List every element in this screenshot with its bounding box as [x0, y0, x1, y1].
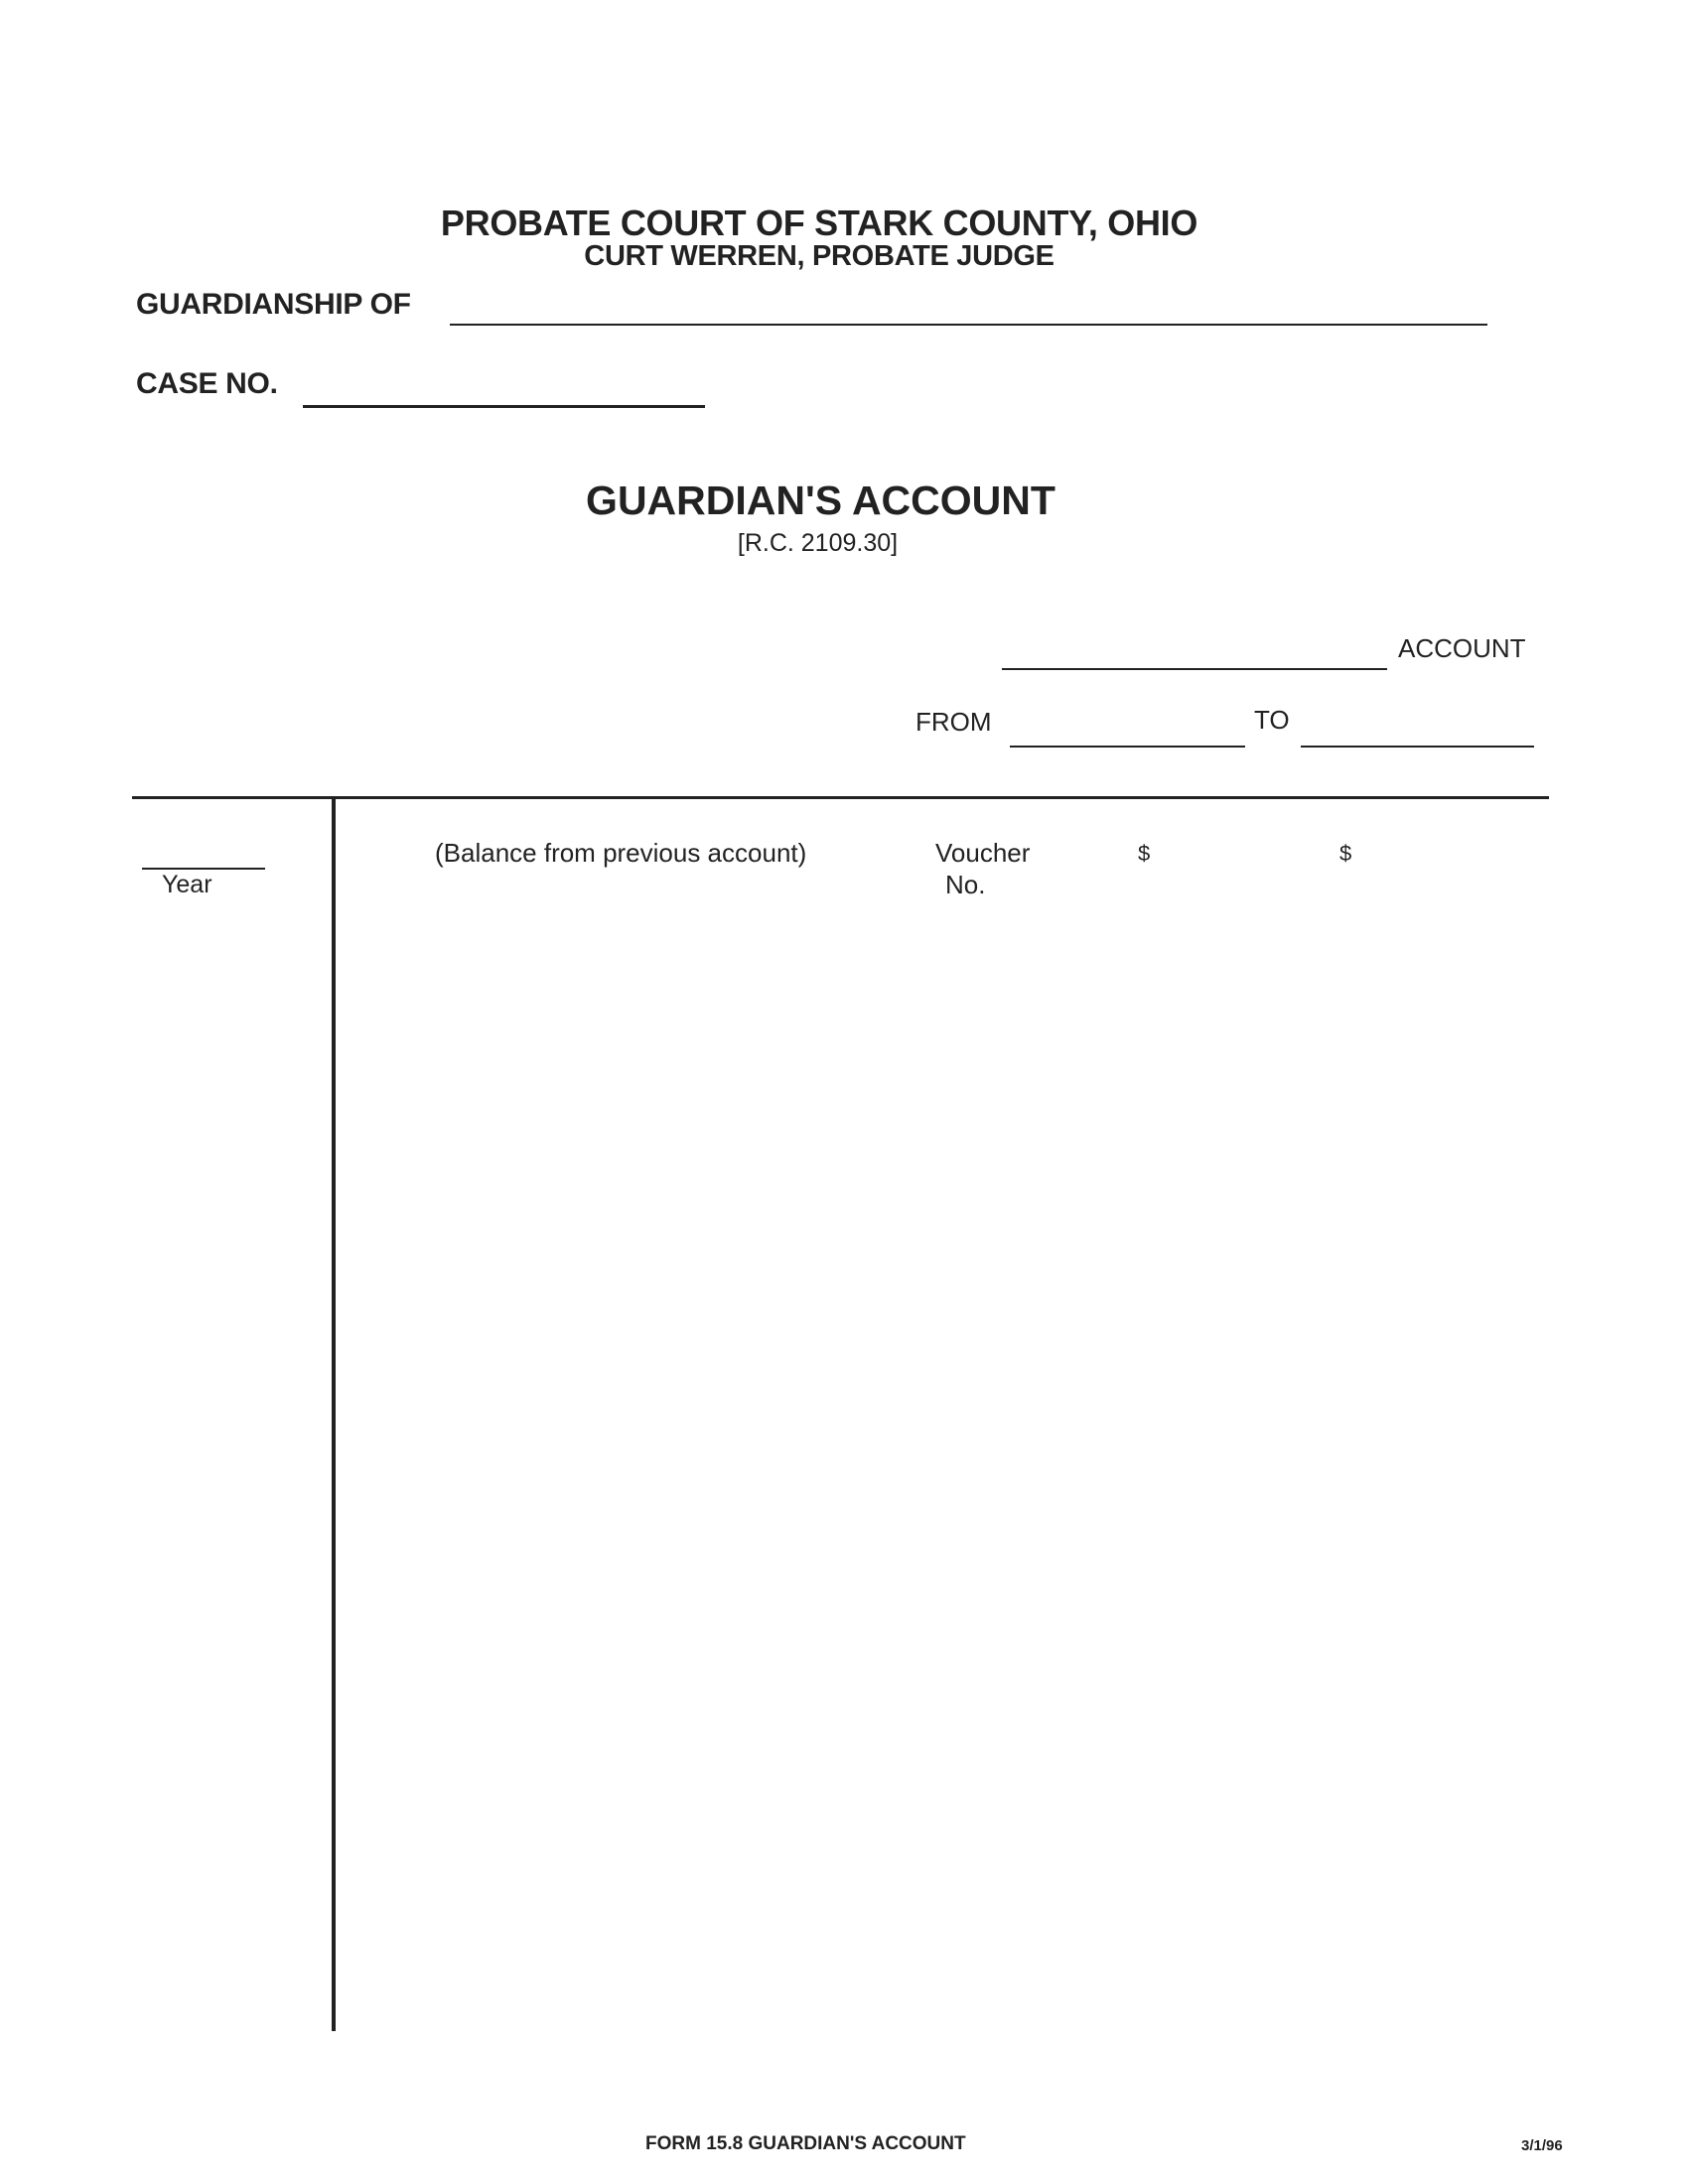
to-date-input[interactable] — [1301, 715, 1538, 747]
to-date-underline — [1301, 746, 1534, 748]
voucher-label: Voucher — [935, 838, 1031, 868]
account-label: ACCOUNT — [1398, 633, 1526, 663]
account-type-underline — [1002, 668, 1387, 670]
case-no-label: CASE NO. — [136, 367, 278, 400]
year-input[interactable] — [142, 840, 269, 870]
account-type-input[interactable] — [1002, 637, 1391, 669]
judge-name: CURT WERREN, PROBATE JUDGE — [584, 240, 1055, 272]
guardianship-of-underline — [450, 324, 1487, 326]
currency-symbol-total: $ — [1339, 841, 1352, 866]
currency-symbol-amount: $ — [1138, 841, 1151, 866]
ledger-entry-area[interactable] — [338, 903, 1549, 2025]
year-underline — [142, 868, 265, 870]
guardianship-of-input[interactable] — [450, 294, 1491, 326]
statute-reference: [R.C. 2109.30] — [737, 529, 899, 557]
revision-date: 3/1/96 — [1521, 2137, 1563, 2154]
balance-previous-label: (Balance from previous account) — [435, 838, 807, 868]
case-no-underline — [303, 405, 705, 408]
from-label: FROM — [915, 707, 992, 737]
form-id-footer: FORM 15.8 GUARDIAN'S ACCOUNT — [645, 2133, 966, 2154]
from-date-underline — [1010, 746, 1245, 748]
court-name: PROBATE COURT OF STARK COUNTY, OHIO — [440, 203, 1198, 243]
year-label: Year — [162, 871, 212, 898]
ledger-top-rule — [132, 796, 1549, 799]
to-label: TO — [1254, 705, 1290, 735]
from-date-input[interactable] — [1010, 715, 1249, 747]
guardianship-of-label: GUARDIANSHIP OF — [136, 288, 411, 321]
form-title: GUARDIAN'S ACCOUNT — [586, 478, 1055, 523]
voucher-no-label: No. — [945, 870, 986, 899]
ledger-column-divider — [332, 797, 336, 2031]
case-no-input[interactable] — [303, 373, 709, 405]
